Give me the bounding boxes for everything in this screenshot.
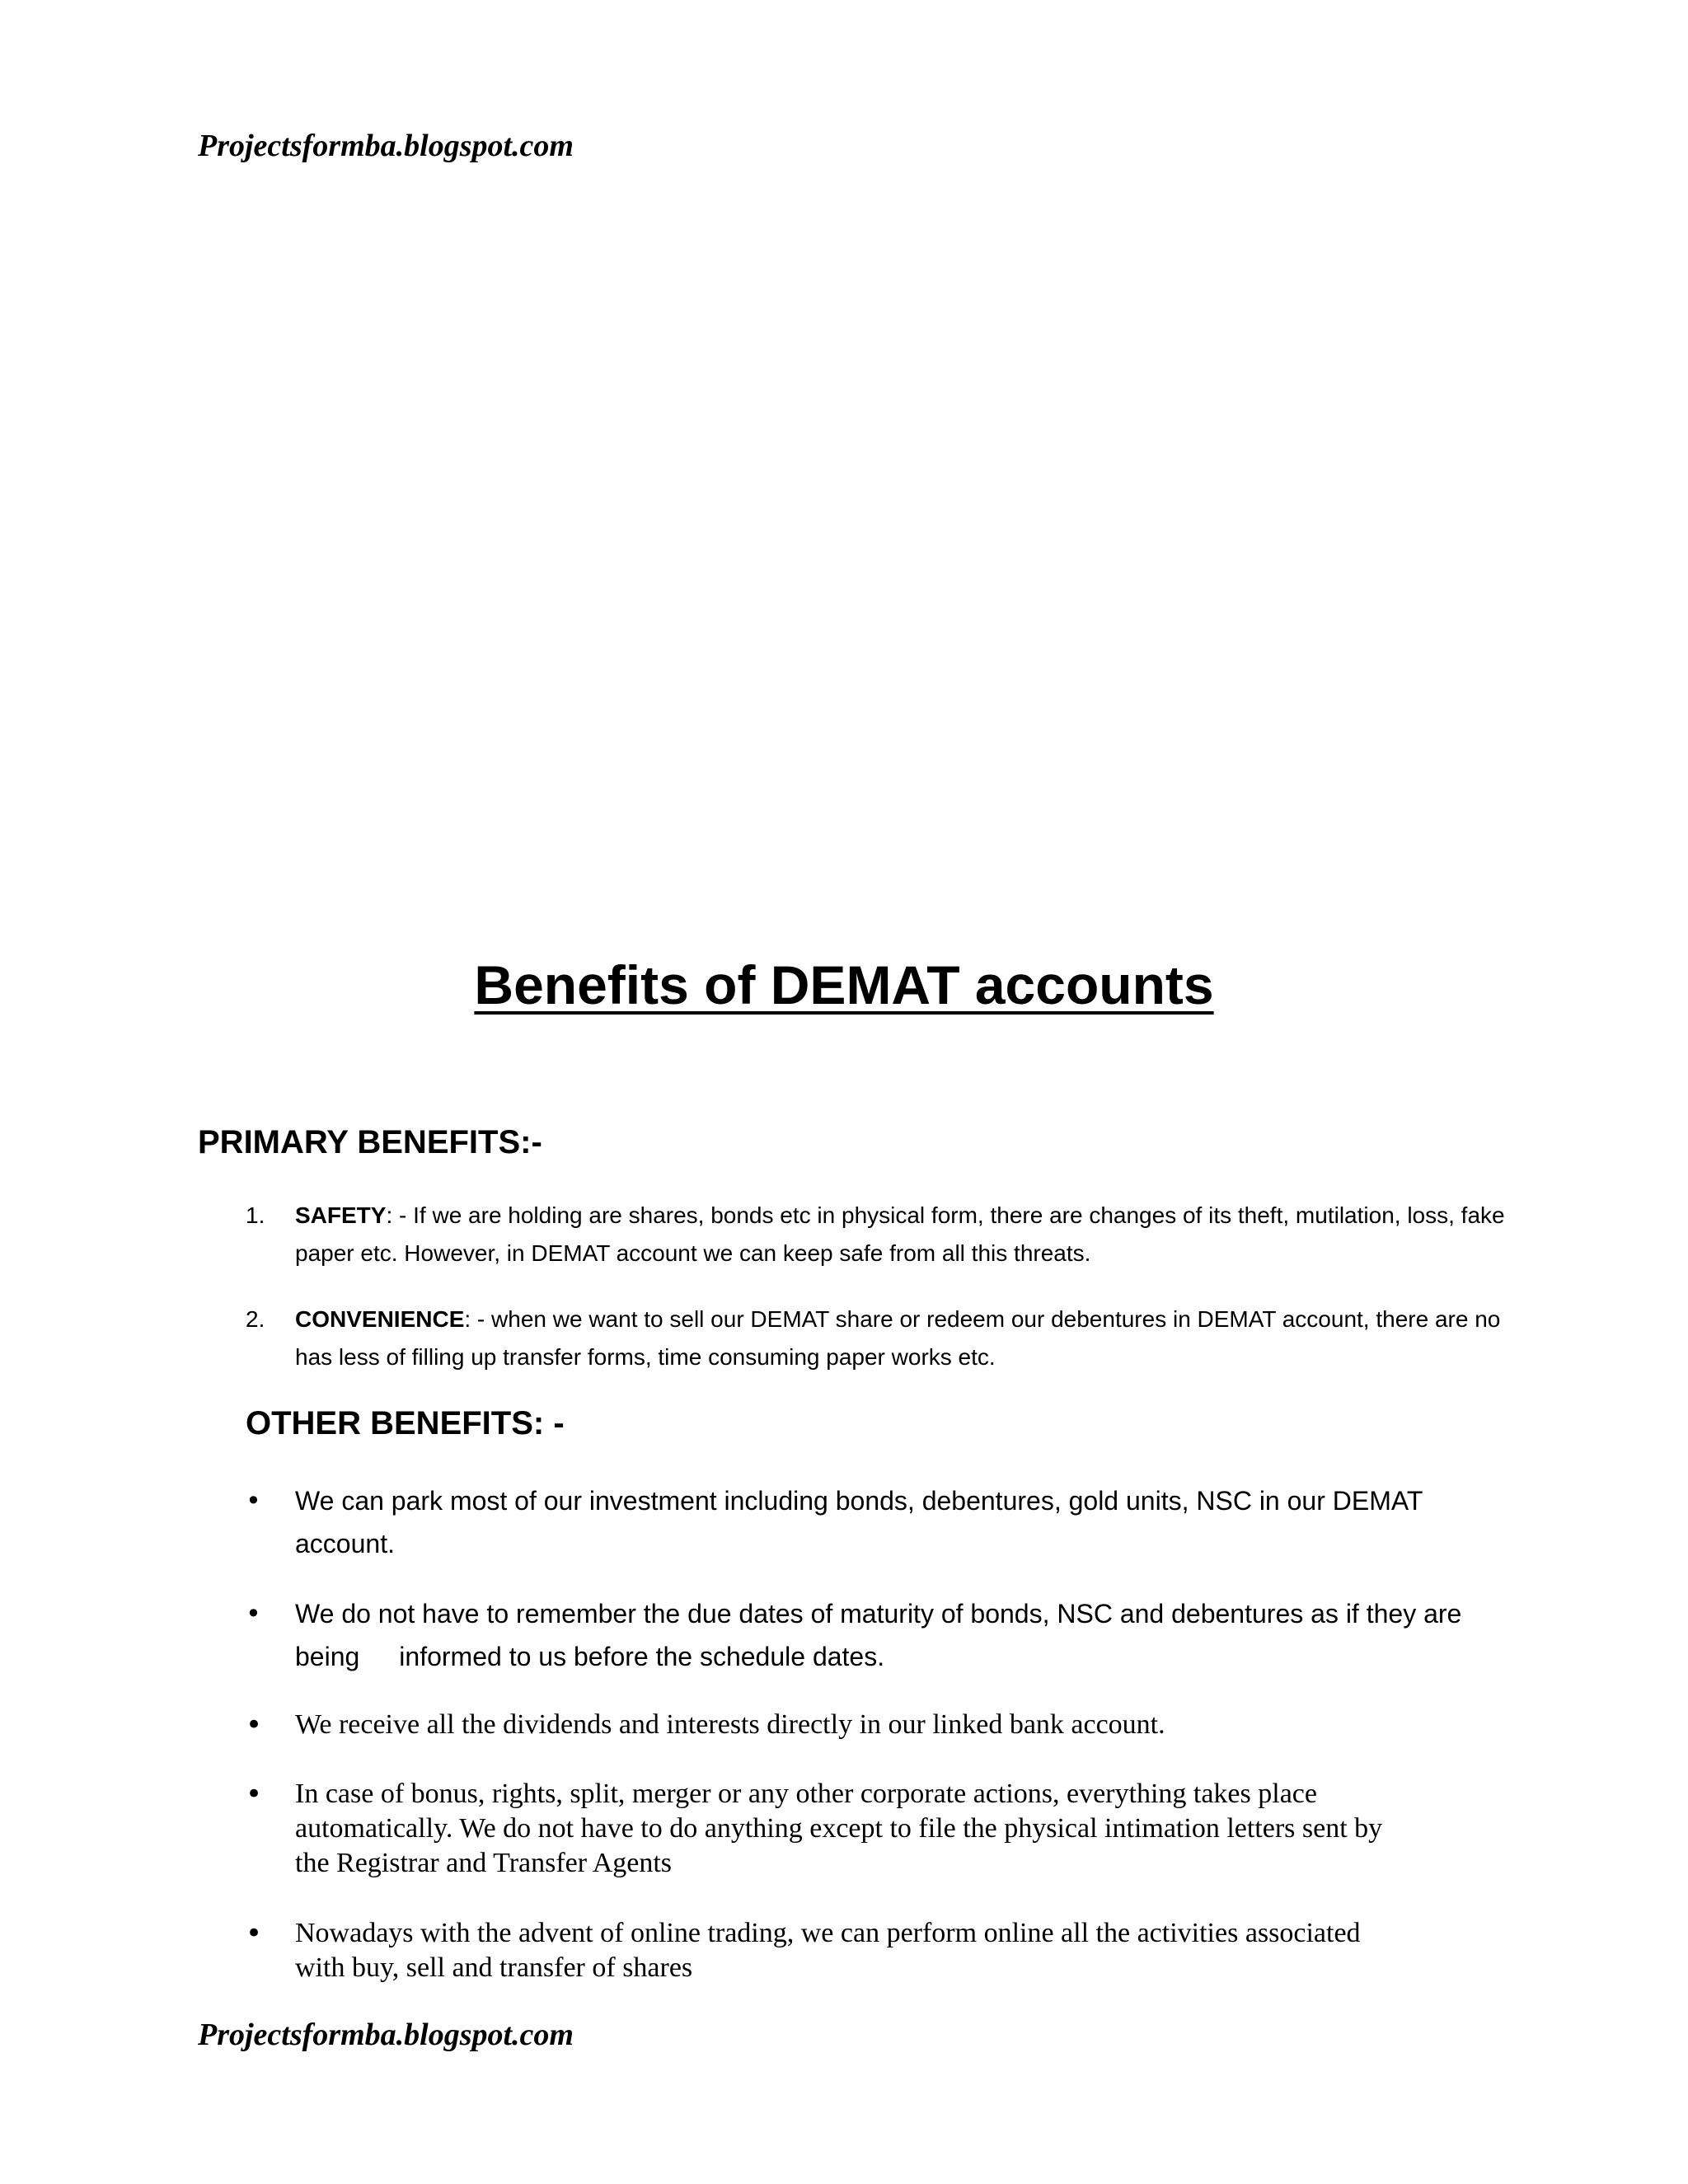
page-footer-site: Projectsformba.blogspot.com [198, 2018, 574, 2052]
primary-benefit-item [246, 1197, 1507, 1272]
other-benefit-item [246, 1592, 1507, 1678]
bullet-icon: • [246, 1778, 263, 1811]
item-text: : - If we are holding are shares, bonds etc in physical form, there are changes of its theft, mutilation, loss, fake paper etc. However, in DEMAT account we can keep safe from all this threats. [295, 1202, 1505, 1266]
bullet-icon: • [246, 1485, 261, 1516]
other-benefit-item [246, 1777, 1400, 1881]
page-title: Benefits of DEMAT accounts [474, 954, 1214, 1015]
bullet-icon: • [246, 1917, 263, 1950]
bullet-icon: • [246, 1598, 261, 1629]
other-benefit-item [246, 1916, 1400, 1985]
item-text: We can park most of our investment including bonds, debentures, gold units, NSC in our DEMAT account. [295, 1486, 1423, 1558]
item-text: : - when we want to sell our DEMAT share or redeem our debentures in DEMAT account, there are no has less of filling up transfer forms, time consuming paper works etc. [295, 1306, 1501, 1370]
item-number: 1. [246, 1202, 265, 1228]
other-benefits-heading: OTHER BENEFITS: - [246, 1405, 565, 1441]
item-term: CONVENIENCE [295, 1306, 465, 1332]
item-text-continued: informed to us before the schedule dates. [399, 1642, 885, 1671]
item-text: In case of bonus, rights, split, merger or any other corporate actions, everything takes place automatically. We do not have to do anything except to file the physical intimation letters sent by the Registrar and Transfer Agents [295, 1779, 1383, 1878]
item-body [295, 1197, 1507, 1272]
item-body [295, 1301, 1507, 1376]
item-text: We receive all the dividends and interests directly in our linked bank account. [295, 1709, 1165, 1740]
page-header-site: Projectsformba.blogspot.com [198, 129, 574, 163]
item-body [295, 1592, 1507, 1678]
item-term: SAFETY [295, 1202, 387, 1228]
other-benefit-item [246, 1479, 1507, 1565]
bullet-icon: • [246, 1708, 263, 1741]
primary-benefits-heading: PRIMARY BENEFITS:- [198, 1124, 542, 1160]
item-number: 2. [246, 1306, 265, 1332]
other-benefit-item [246, 1708, 1564, 1742]
item-text: Nowadays with the advent of online trading, we can perform online all the activities associated with buy, sell and transfer of shares [295, 1918, 1361, 1983]
primary-benefit-item [246, 1301, 1507, 1376]
item-text: We do not have to remember the due dates of maturity of bonds, NSC and debentures as if they are being [295, 1599, 1462, 1671]
